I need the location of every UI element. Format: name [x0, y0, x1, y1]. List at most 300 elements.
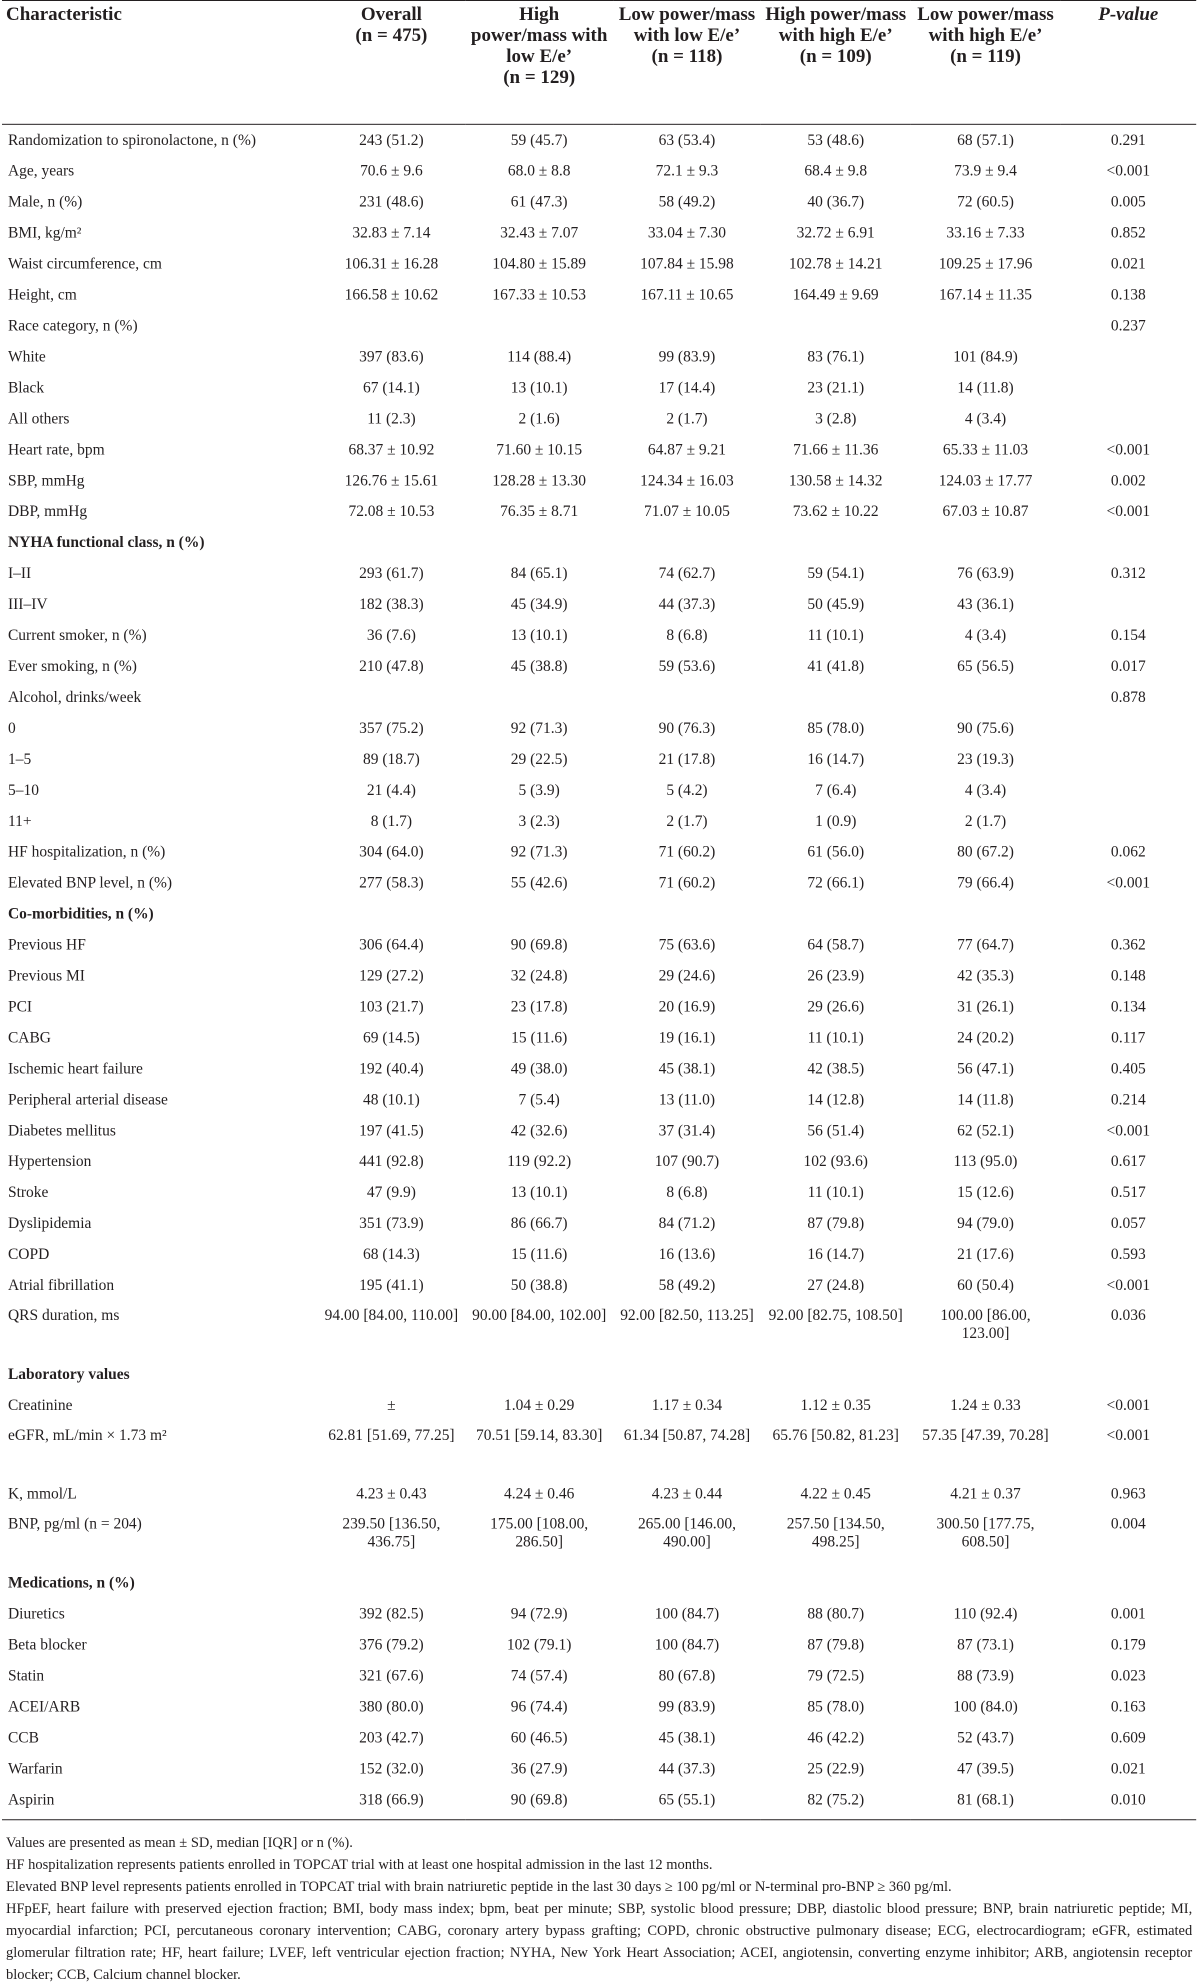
row-label: I–II [7, 564, 32, 582]
row-label: 11+ [7, 812, 32, 830]
row-label: Alcohol, drinks/week [7, 688, 142, 706]
table-cell: 90 (76.3) [658, 719, 716, 737]
table-cell: 0.852 [1110, 224, 1146, 242]
table-cell: 257.50 [134.50, 498.25] [786, 1515, 885, 1551]
table-cell: 25 (22.9) [807, 1759, 865, 1777]
table-cell: 0.005 [1110, 193, 1146, 211]
table-cell: 5 (3.9) [518, 781, 560, 799]
table-cell: 73.9 ± 9.4 [954, 162, 1017, 180]
table-cell: 0.021 [1110, 1759, 1146, 1777]
table-cell: 167.14 ± 11.35 [938, 286, 1033, 304]
table-cell: 42 (38.5) [807, 1059, 865, 1077]
table-row [2, 775, 1196, 806]
row-label: 0 [7, 719, 16, 737]
table-row [2, 1421, 1196, 1479]
table-cell: 65 (56.5) [957, 657, 1014, 675]
table-cell: 107.84 ± 15.98 [640, 255, 734, 273]
table-row [2, 961, 1196, 992]
column-header-label: High power/mass with high E/e’ [765, 3, 907, 46]
table-cell: 1.17 ± 0.34 [651, 1396, 723, 1414]
table-cell: 29 (26.6) [807, 997, 865, 1015]
table-cell [911, 1359, 1061, 1390]
table-cell: 19 (16.1) [658, 1028, 716, 1046]
table-cell: 175.00 [108.00, 286.50] [490, 1515, 589, 1551]
table-cell: 68.37 ± 10.92 [348, 440, 435, 458]
table-cell: <0.001 [1106, 874, 1151, 892]
table-cell: 87 (79.8) [807, 1636, 865, 1654]
table-cell: 197 (41.5) [359, 1121, 424, 1139]
table-cell: 31 (26.1) [957, 997, 1014, 1015]
table-cell: 128.28 ± 13.30 [492, 471, 586, 489]
table-cell: 44 (37.3) [658, 595, 716, 613]
table-cell: 32.83 ± 7.14 [352, 224, 431, 242]
table-cell: 90 (75.6) [957, 719, 1014, 737]
table-row [2, 1691, 1196, 1722]
table-cell: 45 (38.1) [658, 1728, 716, 1746]
row-label: Co-morbidities, n (%) [7, 905, 154, 923]
table-cell: 14 (11.8) [957, 378, 1014, 396]
column-header-n: (n = 109) [799, 45, 872, 67]
table-row [2, 1510, 1196, 1568]
table-cell: 71 (60.2) [658, 843, 716, 861]
table-cell: 58 (49.2) [658, 193, 716, 211]
table-cell [318, 899, 466, 930]
table-row [2, 558, 1196, 589]
table-cell: 318 (66.9) [318, 1784, 466, 1819]
table-cell: 0.291 [1110, 131, 1146, 149]
row-label: HF hospitalization, n (%) [7, 843, 166, 861]
table-cell: 55 (42.6) [510, 874, 568, 892]
table-cell: 166.58 ± 10.62 [344, 286, 439, 304]
column-header-overall [318, 1, 466, 124]
row-label: Dyslipidemia [7, 1214, 92, 1232]
table-cell: 20 (16.9) [658, 997, 716, 1015]
table-row [2, 341, 1196, 372]
table-cell: 33.16 ± 7.33 [946, 224, 1025, 242]
row-label: BMI, kg/m² [7, 224, 82, 242]
table-row [2, 682, 1196, 713]
row-label: CCB [7, 1728, 39, 1746]
table-cell: 59 (54.1) [807, 564, 865, 582]
row-label: K, mmol/L [7, 1485, 77, 1503]
table-row [2, 218, 1196, 249]
table-row [2, 1177, 1196, 1208]
table-cell: 21 (17.8) [658, 750, 716, 768]
table-cell: 92.00 [82.75, 108.50] [768, 1307, 903, 1324]
column-header-low-power-high-ee [911, 1, 1061, 124]
table-row [2, 1053, 1196, 1084]
table-cell: 11 (10.1) [807, 1183, 864, 1201]
table-cell: 72.08 ± 10.53 [348, 502, 435, 520]
table-cell: 167.11 ± 10.65 [640, 286, 734, 304]
table-cell: 16 (13.6) [658, 1245, 716, 1263]
row-label: III–IV [7, 595, 48, 613]
table-body [2, 124, 1196, 1819]
row-label: All others [7, 409, 70, 427]
row-label: Current smoker, n (%) [7, 626, 147, 644]
row-label: DBP, mmHg [7, 502, 88, 520]
table-cell [911, 527, 1061, 558]
table-cell: 40 (36.7) [807, 193, 865, 211]
table-cell: 4.23 ± 0.43 [356, 1485, 427, 1503]
column-header-label: P-value [1098, 3, 1159, 25]
table-cell: 192 (40.4) [359, 1059, 424, 1077]
table-cell: 109.25 ± 17.96 [938, 255, 1033, 273]
table-cell [911, 1568, 1061, 1599]
table-cell: 84 (65.1) [510, 564, 568, 582]
row-label: Heart rate, bpm [7, 440, 105, 458]
table-cell: 84 (71.2) [658, 1214, 716, 1232]
table-row [2, 744, 1196, 775]
row-label: SBP, mmHg [7, 471, 85, 489]
section-row [2, 527, 1196, 558]
table-cell: 0.148 [1110, 967, 1146, 985]
table-cell: 61.34 [50.87, 74.28] [623, 1426, 751, 1444]
table-cell [613, 1359, 761, 1390]
row-label: Elevated BNP level, n (%) [7, 874, 173, 892]
table-cell: 70.6 ± 9.6 [360, 162, 423, 180]
table-cell: 44 (37.3) [658, 1759, 716, 1777]
table-cell [465, 899, 613, 930]
table-cell: 2 (1.7) [666, 409, 708, 427]
table-cell: 1 (0.9) [815, 812, 857, 830]
table-cell: 129 (27.2) [359, 967, 424, 985]
table-cell: 15 (11.6) [511, 1028, 568, 1046]
table-cell: 87 (79.8) [807, 1214, 865, 1232]
table-footnotes [6, 1832, 1192, 1986]
table-cell: 0.154 [1110, 626, 1146, 644]
row-label: Laboratory values [7, 1365, 130, 1383]
table-cell: 94 (79.0) [957, 1214, 1014, 1232]
table-cell: 88 (80.7) [807, 1605, 865, 1623]
column-header-low-power-low-ee [613, 1, 761, 124]
table-cell: 53 (48.6) [807, 131, 865, 149]
table-cell: 42 (35.3) [957, 967, 1014, 985]
table-row [2, 651, 1196, 682]
table-cell: 0.312 [1110, 564, 1146, 582]
table-row [2, 713, 1196, 744]
table-cell [1060, 1568, 1196, 1599]
row-label: Atrial fibrillation [7, 1276, 115, 1294]
table-cell: 0.517 [1110, 1183, 1146, 1201]
table-cell: 17 (14.4) [658, 378, 716, 396]
table-cell: 0.001 [1110, 1605, 1146, 1623]
table-cell: 2 (1.7) [964, 812, 1007, 830]
table-row [2, 992, 1196, 1023]
table-cell: 100 (84.7) [654, 1605, 720, 1623]
table-cell: 101 (84.9) [953, 347, 1018, 365]
table-cell: 96 (74.4) [510, 1697, 568, 1715]
table-row [2, 589, 1196, 620]
table-cell [1060, 713, 1196, 744]
table-cell [465, 527, 613, 558]
table-cell: 47 (39.5) [957, 1759, 1014, 1777]
footnote: HFpEF, heart failure with preserved ejection fraction; BMI, body mass index; bpm, beat per minute; SBP, systolic blood pressure; DBP, diastolic blood pressure; BNP, brain natriuretic peptide; MI, myocardial infarction; PCI, percutaneous coronary intervention; CABG, coronary artery bypass grafting; COPD, chronic obstructive pulmonary disease; ECG, electrocardiogram; eGFR, estimated glomerular filtration rate; HF, heart failure; LVEF, left ventricular ejection fraction; NYHA, New York Heart Association; ACEI, angiotensin, converting enzyme inhibitor; ARB, angiotensin receptor blocker; CCB, Calcium channel blocker. [5, 1901, 1193, 1984]
table-row [2, 1208, 1196, 1239]
column-header-label: Characteristic [5, 3, 122, 25]
table-row [2, 1270, 1196, 1301]
table-cell: 85 (78.0) [807, 1697, 865, 1715]
table-cell: 0.593 [1110, 1245, 1146, 1263]
table-cell: 11 (2.3) [367, 409, 416, 427]
table-cell: 0.617 [1110, 1152, 1146, 1170]
table-cell [761, 899, 911, 930]
table-cell [1060, 1359, 1196, 1390]
table-cell: 107 (90.7) [654, 1152, 720, 1170]
table-cell: 13 (10.1) [510, 1183, 568, 1201]
row-label: Beta blocker [7, 1636, 87, 1654]
table-row [2, 434, 1196, 465]
table-row [2, 806, 1196, 837]
table-row [2, 1660, 1196, 1691]
table-cell: 0.963 [1110, 1485, 1146, 1503]
table-cell: 56 (47.1) [957, 1059, 1014, 1077]
column-header-high-power-high-ee [761, 1, 911, 124]
table-cell: 32.72 ± 6.91 [796, 224, 875, 242]
table-cell: 126.76 ± 15.61 [344, 471, 439, 489]
table-cell: 0.017 [1110, 657, 1146, 675]
table-cell: 277 (58.3) [359, 874, 424, 892]
table-cell: 103 (21.7) [359, 997, 424, 1015]
table-cell: 71.07 ± 10.05 [644, 502, 730, 520]
table-cell: 300.50 [177.75, 608.50] [936, 1515, 1035, 1551]
table-cell [1060, 527, 1196, 558]
table-cell: 1.12 ± 0.35 [800, 1396, 871, 1414]
table-cell: 304 (64.0) [359, 843, 424, 861]
column-header-characteristic [2, 1, 318, 124]
table-cell: 63 (53.4) [658, 131, 716, 149]
table-cell: <0.001 [1106, 440, 1151, 458]
row-label: Statin [7, 1666, 45, 1684]
table-cell: 88 (73.9) [957, 1666, 1014, 1684]
table-cell: 74 (62.7) [658, 564, 716, 582]
table-cell: 1.04 ± 0.29 [503, 1396, 575, 1414]
table-cell: 0.010 [1060, 1784, 1196, 1819]
table-cell: 62.81 [51.69, 77.25] [328, 1426, 455, 1444]
table-cell: 110 (92.4) [953, 1605, 1018, 1623]
table-cell: 32.43 ± 7.07 [500, 224, 579, 242]
table-cell [1060, 341, 1196, 372]
table-cell [1060, 589, 1196, 620]
column-header-n: (n = 118) [651, 45, 723, 67]
table-cell: 164.49 ± 9.69 [792, 286, 879, 304]
table-cell: 69 (14.5) [363, 1028, 420, 1046]
footnote: HF hospitalization represents patients enrolled in TOPCAT trial with at least one hospital admission in the last 12 months. [5, 1857, 713, 1874]
table-cell [911, 682, 1061, 713]
table-cell: 4.23 ± 0.44 [651, 1485, 723, 1503]
table-cell: 0.214 [1110, 1090, 1146, 1108]
table-row [2, 249, 1196, 280]
table-cell: 4 (3.4) [964, 626, 1007, 644]
table-row [2, 1784, 1196, 1819]
table-cell: 4 (3.4) [964, 409, 1007, 427]
table-cell: 62 (52.1) [957, 1121, 1014, 1139]
row-label: Waist circumference, cm [7, 255, 162, 273]
table-cell: 152 (32.0) [359, 1759, 424, 1777]
table-row [2, 372, 1196, 403]
table-cell: 0.405 [1110, 1059, 1146, 1077]
table-cell: 79 (66.4) [957, 874, 1014, 892]
table-cell: 0.023 [1110, 1666, 1146, 1684]
table-cell: 71 (60.2) [658, 874, 716, 892]
table-cell: 23 (19.3) [957, 750, 1014, 768]
table-cell: 72 (60.5) [957, 193, 1014, 211]
table-cell: 15 (11.6) [511, 1245, 568, 1263]
table-cell: 68 (57.1) [957, 131, 1014, 149]
table-cell: 21 (4.4) [366, 781, 416, 799]
table-cell: 50 (45.9) [807, 595, 865, 613]
column-header-n: (n = 475) [355, 24, 428, 46]
table-row [2, 868, 1196, 899]
table-cell: 64 (58.7) [807, 936, 865, 954]
table-cell: <0.001 [1106, 1121, 1151, 1139]
table-cell: 23 (21.1) [807, 378, 865, 396]
table-cell: ± [387, 1396, 396, 1414]
table-row [2, 1599, 1196, 1630]
table-cell: 357 (75.2) [359, 719, 424, 737]
table-cell [613, 311, 761, 342]
table-cell: 92 (71.3) [510, 843, 568, 861]
row-label: Diabetes mellitus [7, 1121, 116, 1139]
table-cell [465, 1359, 613, 1390]
table-cell: 72.1 ± 9.3 [655, 162, 719, 180]
table-row [2, 465, 1196, 496]
table-cell: 83 (76.1) [807, 347, 865, 365]
table-cell [318, 527, 466, 558]
table-cell: 13 (11.0) [658, 1090, 716, 1108]
table-cell: 203 (42.7) [359, 1728, 424, 1746]
table-cell: 99 (83.9) [658, 347, 716, 365]
table-cell [613, 682, 761, 713]
table-cell [613, 527, 761, 558]
table-cell: 87 (73.1) [957, 1636, 1014, 1654]
table-cell [318, 682, 466, 713]
row-label: NYHA functional class, n (%) [7, 533, 205, 551]
row-label: 5–10 [7, 781, 39, 799]
table-cell: 0.163 [1110, 1697, 1146, 1715]
table-cell: 23 (17.8) [510, 997, 568, 1015]
table-cell: 0.878 [1110, 688, 1146, 706]
table-cell: 68.0 ± 8.8 [507, 162, 571, 180]
table-cell: 16 (14.7) [807, 750, 865, 768]
column-header-n: (n = 119) [950, 45, 1021, 67]
table-cell: 380 (80.0) [359, 1697, 424, 1715]
table-cell: 210 (47.8) [359, 657, 424, 675]
table-cell: 72 (66.1) [807, 874, 865, 892]
table-cell: 130.58 ± 14.32 [788, 471, 883, 489]
table-cell: 2 (1.7) [666, 812, 708, 830]
table-row [2, 1722, 1196, 1753]
table-cell: 0.004 [1110, 1515, 1146, 1533]
table-cell: 33.04 ± 7.30 [647, 224, 727, 242]
table-cell [1060, 775, 1196, 806]
table-cell: 65 (55.1) [613, 1784, 761, 1819]
table-cell: 46 (42.2) [807, 1728, 865, 1746]
table-cell: 80 (67.2) [957, 843, 1014, 861]
table-cell: 65.33 ± 11.03 [942, 440, 1029, 458]
table-cell [761, 682, 911, 713]
row-label: QRS duration, ms [7, 1307, 120, 1324]
table-cell: 56 (51.4) [807, 1121, 865, 1139]
table-cell: 61 (47.3) [510, 193, 568, 211]
table-cell: 102 (93.6) [803, 1152, 868, 1170]
table-row [2, 1115, 1196, 1146]
table-cell: 61 (56.0) [807, 843, 865, 861]
table-cell: 89 (18.7) [363, 750, 420, 768]
table-cell: 27 (24.8) [807, 1276, 865, 1294]
table-cell [1060, 744, 1196, 775]
table-cell: 8 (6.8) [666, 626, 708, 644]
table-cell: 92.00 [82.50, 113.25] [620, 1307, 754, 1324]
row-label: Male, n (%) [7, 193, 83, 211]
table-cell: 265.00 [146.00, 490.00] [637, 1515, 736, 1551]
row-label: Age, years [7, 162, 75, 180]
table-cell: <0.001 [1106, 1276, 1151, 1294]
table-cell: 114 (88.4) [507, 347, 572, 365]
table-cell: 243 (51.2) [359, 131, 424, 149]
table-cell: 60 (50.4) [957, 1276, 1014, 1294]
table-cell: 67.03 ± 10.87 [942, 502, 1029, 520]
table-cell [1060, 899, 1196, 930]
table-cell: 0.036 [1110, 1307, 1146, 1324]
table-cell: 92 (71.3) [510, 719, 568, 737]
table-cell: 59 (45.7) [510, 131, 568, 149]
table-cell: 11 (10.1) [807, 626, 864, 644]
section-row [2, 1359, 1196, 1390]
table-cell [318, 1568, 466, 1599]
row-label: Hypertension [7, 1152, 92, 1170]
table-cell [911, 899, 1061, 930]
table-cell: 8 (6.8) [666, 1183, 708, 1201]
row-label: Previous HF [7, 936, 86, 954]
table-cell [613, 1568, 761, 1599]
table-row [2, 1301, 1196, 1359]
table-cell [761, 527, 911, 558]
table-cell: 321 (67.6) [359, 1666, 424, 1684]
table-row [2, 1630, 1196, 1661]
table-cell: 239.50 [136.50, 436.75] [342, 1515, 441, 1551]
row-label: Peripheral arterial disease [7, 1090, 168, 1108]
footnote: Values are presented as mean ± SD, median [IQR] or n (%). [5, 1835, 353, 1852]
row-label: Ischemic heart failure [7, 1059, 143, 1077]
table-cell: 24 (20.2) [957, 1028, 1014, 1046]
table-cell: 75 (63.6) [658, 936, 716, 954]
table-cell: 45 (38.8) [510, 657, 568, 675]
column-header-p-value [1060, 1, 1196, 124]
table-cell: 60 (46.5) [510, 1728, 568, 1746]
table-cell: 45 (38.1) [658, 1059, 716, 1077]
table-cell: 71.60 ± 10.15 [496, 440, 583, 458]
table-row [2, 156, 1196, 187]
row-label: Diuretics [7, 1605, 65, 1623]
table-cell [1060, 403, 1196, 434]
table-cell: <0.001 [1106, 1426, 1151, 1444]
table-row [2, 620, 1196, 651]
table-cell: 3 (2.3) [518, 812, 560, 830]
table-cell: 64.87 ± 9.21 [647, 440, 727, 458]
table-cell: <0.001 [1106, 162, 1151, 180]
table-cell: 3 (2.8) [815, 409, 857, 427]
row-label: Creatinine [7, 1396, 73, 1414]
table-cell: 293 (61.7) [359, 564, 424, 582]
row-label: Black [7, 378, 45, 396]
table-cell: 100 (84.7) [654, 1636, 720, 1654]
table-cell [465, 1568, 613, 1599]
table-cell: 0.179 [1110, 1636, 1146, 1654]
row-label: Stroke [7, 1183, 49, 1201]
table-row [2, 930, 1196, 961]
table-cell: 397 (83.6) [359, 347, 424, 365]
